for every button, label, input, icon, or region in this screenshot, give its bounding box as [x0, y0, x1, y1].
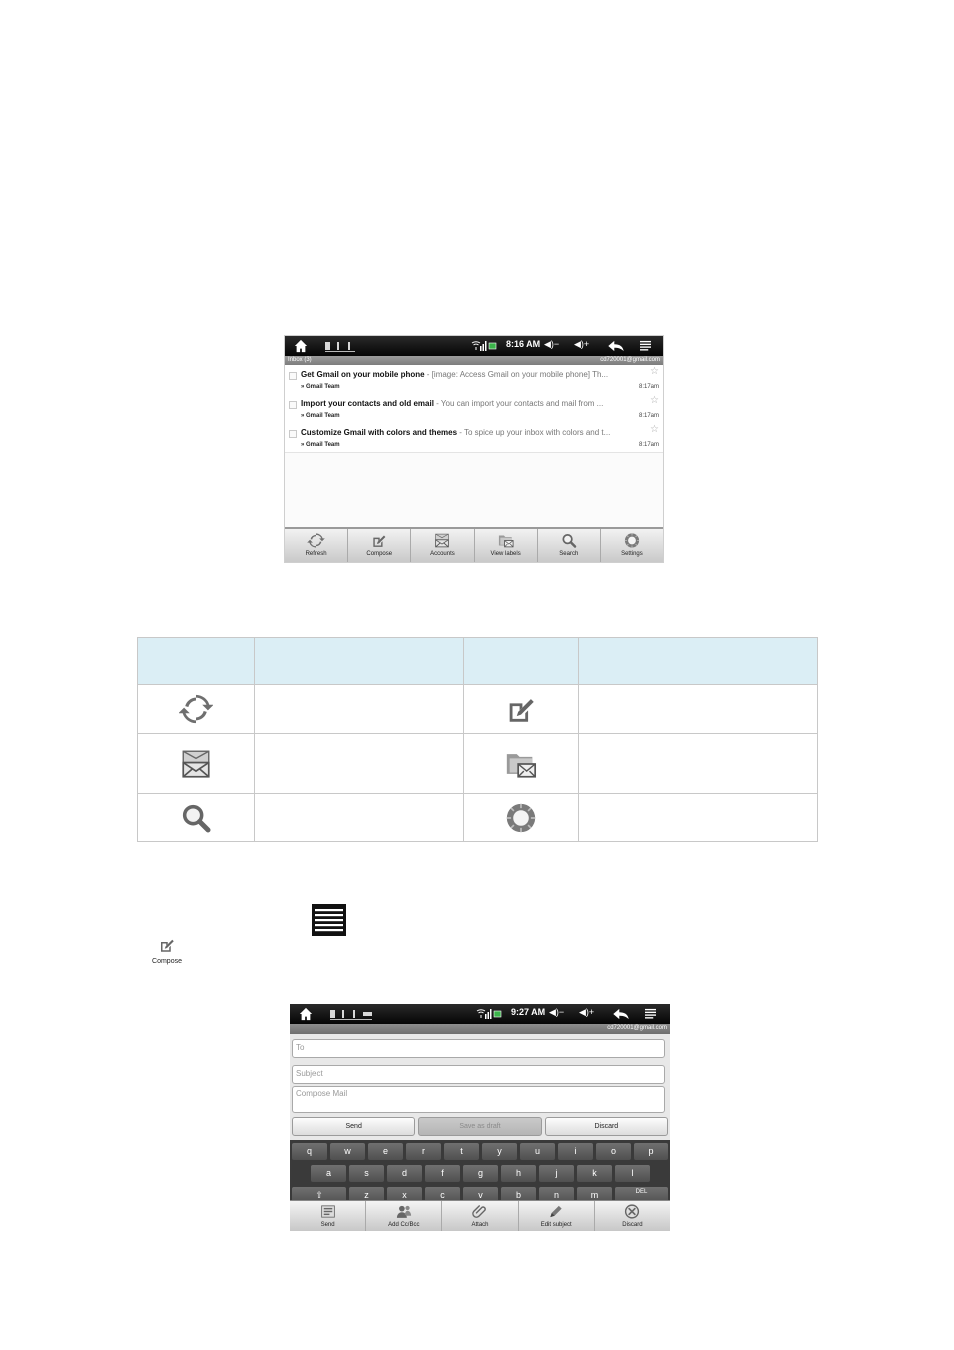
home-icon[interactable]: [294, 339, 308, 353]
key-x[interactable]: x: [387, 1187, 422, 1204]
home-icon[interactable]: [299, 1007, 313, 1021]
key-n[interactable]: n: [539, 1187, 574, 1204]
key-f[interactable]: f: [425, 1165, 460, 1182]
menu-attach-button[interactable]: [442, 1201, 518, 1231]
back-icon[interactable]: [607, 340, 625, 352]
menu-icon: [312, 904, 346, 936]
gmail-inbox-screenshot: [284, 335, 664, 563]
options-menu: [285, 527, 663, 562]
view-labels-icon: [497, 532, 515, 549]
pencil-icon: [547, 1203, 565, 1220]
mail-snippet: - [image: Access Gmail on your mobile phone] Th...: [424, 370, 609, 379]
table-header-cell: [579, 638, 818, 685]
save-as-draft-button[interactable]: Save as draft: [418, 1117, 541, 1136]
table-icon-cell: [464, 685, 579, 734]
table-icon-cell: [138, 794, 255, 842]
table-row: [138, 685, 818, 734]
wifi-signal-battery-icon: [476, 1008, 502, 1019]
compose-mail-screenshot: [290, 1004, 670, 1231]
menu-compose-button[interactable]: [348, 529, 411, 562]
menu-accounts-button[interactable]: [411, 529, 474, 562]
settings-icon: [504, 801, 538, 835]
volume-down-icon[interactable]: ◀)−: [544, 339, 560, 349]
notification-icon: [342, 1010, 344, 1018]
key-y[interactable]: y: [482, 1143, 517, 1160]
key-b[interactable]: b: [501, 1187, 536, 1204]
settings-icon: [623, 532, 641, 549]
key-shift[interactable]: ⇧: [292, 1187, 346, 1204]
mail-checkbox[interactable]: [289, 372, 297, 380]
key-h[interactable]: h: [501, 1165, 536, 1182]
menu-label: Send: [320, 1222, 335, 1228]
compose-button-row: [292, 1117, 668, 1136]
star-icon[interactable]: ☆: [650, 395, 659, 406]
mail-row[interactable]: [285, 394, 663, 424]
key-g[interactable]: g: [463, 1165, 498, 1182]
key-a[interactable]: a: [311, 1165, 346, 1182]
menu-send-button[interactable]: [290, 1201, 366, 1231]
menu-add-cc-bcc-button[interactable]: [366, 1201, 442, 1231]
menu-label: Edit subject: [540, 1222, 572, 1228]
notification-icon: [337, 342, 339, 350]
subject-field[interactable]: Subject: [292, 1065, 665, 1084]
table-icon-cell: [138, 685, 255, 734]
key-v[interactable]: v: [463, 1187, 498, 1204]
notification-underline: [330, 1019, 372, 1020]
menu-search-button[interactable]: [538, 529, 601, 562]
inbox-header: [285, 356, 663, 365]
menu-label: Add Cc/Bcc: [388, 1222, 420, 1228]
add-contacts-icon: [395, 1203, 413, 1220]
key-i[interactable]: i: [558, 1143, 593, 1160]
refresh-icon: [307, 532, 325, 549]
key-delete[interactable]: DEL: [615, 1187, 668, 1204]
key-c[interactable]: c: [425, 1187, 460, 1204]
table-header-cell: [138, 638, 255, 685]
key-s[interactable]: s: [349, 1165, 384, 1182]
mail-sender: » Gmail Team: [301, 442, 340, 448]
mail-row[interactable]: [285, 365, 663, 395]
accounts-icon: [433, 532, 451, 549]
notification-icon: [330, 1010, 335, 1018]
star-icon[interactable]: ☆: [650, 424, 659, 435]
notification-icon: [348, 342, 350, 350]
key-m[interactable]: m: [577, 1187, 612, 1204]
mail-sender: » Gmail Team: [301, 384, 340, 390]
volume-up-icon[interactable]: ◀)+: [574, 339, 590, 349]
compose-icon: [504, 692, 538, 726]
menu-icon[interactable]: [639, 340, 652, 351]
table-header-cell: [464, 638, 579, 685]
key-t[interactable]: t: [444, 1143, 479, 1160]
table-cell: [579, 734, 818, 794]
table-header-row: [138, 638, 818, 685]
menu-label: Search: [559, 551, 579, 557]
mail-subject: Get Gmail on your mobile phone: [301, 370, 425, 379]
mail-subject: Import your contacts and old email: [301, 399, 434, 408]
send-button[interactable]: Send: [292, 1117, 415, 1136]
table-row: [138, 794, 818, 842]
clock: 9:27 AM: [511, 1007, 546, 1017]
table-cell: [579, 685, 818, 734]
inbox-label: Inbox (3): [288, 357, 312, 363]
key-p[interactable]: p: [634, 1143, 668, 1160]
table-row: [138, 734, 818, 794]
mail-time: 8:17am: [638, 442, 659, 448]
search-icon: [179, 801, 213, 835]
menu-label: Accounts: [430, 551, 455, 557]
menu-label: Discard: [622, 1222, 643, 1228]
mail-row[interactable]: [285, 423, 663, 453]
key-j[interactable]: j: [539, 1165, 574, 1182]
account-bar: [290, 1024, 670, 1034]
key-u[interactable]: u: [520, 1143, 555, 1160]
table-cell: [255, 685, 464, 734]
to-field[interactable]: To: [292, 1039, 665, 1058]
status-bar: [290, 1004, 670, 1024]
table-icon-cell: [138, 734, 255, 794]
compose-menu-icon: [150, 936, 184, 968]
volume-up-icon[interactable]: ◀)+: [579, 1007, 595, 1017]
view-labels-icon: [504, 747, 538, 781]
volume-down-icon[interactable]: ◀)−: [549, 1007, 565, 1017]
menu-view-labels-button[interactable]: [475, 529, 538, 562]
mail-subject: Customize Gmail with colors and themes: [301, 428, 458, 437]
discard-icon: [623, 1203, 641, 1220]
mail-checkbox[interactable]: [289, 401, 297, 409]
compose-label: Compose: [152, 958, 182, 965]
key-w[interactable]: w: [330, 1143, 365, 1160]
mail-time: 8:17am: [638, 413, 659, 419]
search-icon: [560, 532, 578, 549]
table-icon-cell: [464, 734, 579, 794]
menu-edit-subject-button[interactable]: [519, 1201, 595, 1231]
notification-icon: [353, 1010, 355, 1018]
menu-icon[interactable]: [644, 1008, 657, 1019]
notification-icon: [325, 342, 330, 350]
key-l[interactable]: l: [615, 1165, 650, 1182]
compose-icon: [158, 936, 176, 954]
back-icon[interactable]: [612, 1008, 630, 1020]
table-cell: [255, 734, 464, 794]
menu-label: View labels: [490, 551, 521, 557]
mail-checkbox[interactable]: [289, 430, 297, 438]
account-email: cd720001@gmail.com: [600, 357, 660, 363]
discard-button[interactable]: Discard: [545, 1117, 668, 1136]
menu-discard-button[interactable]: [595, 1201, 670, 1231]
key-d[interactable]: d: [387, 1165, 422, 1182]
table-header-cell: [255, 638, 464, 685]
wifi-signal-battery-icon: [471, 340, 497, 351]
star-icon[interactable]: ☆: [650, 366, 659, 377]
table-icon-cell: [464, 794, 579, 842]
paperclip-icon: [471, 1203, 489, 1220]
compose-options-menu: [290, 1200, 670, 1231]
key-o[interactable]: o: [596, 1143, 631, 1160]
soft-keyboard: [290, 1140, 670, 1200]
status-bar: [285, 336, 663, 356]
mail-sender: » Gmail Team: [301, 413, 340, 419]
table-cell: [255, 794, 464, 842]
menu-settings-button[interactable]: [601, 529, 663, 562]
key-z[interactable]: z: [349, 1187, 384, 1204]
clock: 8:16 AM: [506, 339, 541, 349]
notification-icon: [363, 1012, 372, 1016]
key-k[interactable]: k: [577, 1165, 612, 1182]
menu-label: Refresh: [305, 551, 327, 557]
icon-table: [137, 637, 818, 842]
send-icon: [319, 1203, 337, 1220]
table-cell: [579, 794, 818, 842]
accounts-icon: [179, 747, 213, 781]
key-q[interactable]: q: [292, 1143, 327, 1160]
menu-label: Compose: [366, 551, 393, 557]
mail-time: 8:17am: [638, 384, 659, 390]
menu-label: Settings: [621, 551, 643, 557]
notification-underline: [325, 351, 355, 352]
account-email: cd720001@gmail.com: [607, 1025, 667, 1031]
menu-refresh-button[interactable]: [285, 529, 348, 562]
refresh-icon: [179, 692, 213, 726]
mail-snippet: - To spice up your inbox with colors and t...: [457, 428, 611, 437]
menu-label: Attach: [471, 1222, 489, 1228]
compose-body-field[interactable]: Compose Mail: [292, 1086, 665, 1113]
key-e[interactable]: e: [368, 1143, 403, 1160]
compose-icon: [370, 532, 388, 549]
mail-snippet: - You can import your contacts and mail from ...: [433, 399, 604, 408]
key-r[interactable]: r: [406, 1143, 441, 1160]
